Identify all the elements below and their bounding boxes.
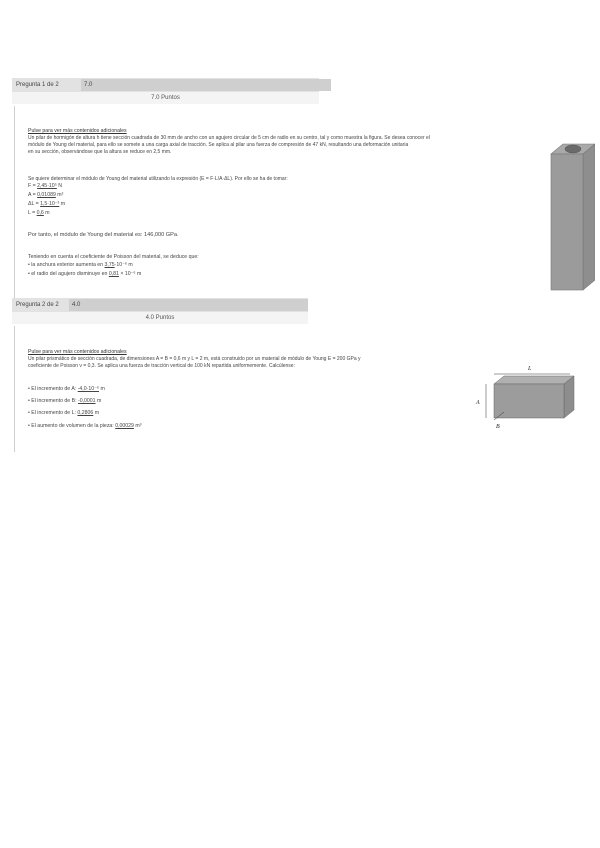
figure-label-L: L	[528, 366, 532, 372]
figure-label-B: B	[496, 424, 500, 430]
answer-input[interactable]: 0,2806	[77, 410, 94, 416]
value-input[interactable]: 1,5·10⁻³	[40, 201, 60, 207]
question-1-left-rule	[14, 106, 15, 300]
answer-text: • El incremento de B:	[28, 398, 78, 404]
value-input[interactable]: 0,6	[36, 210, 44, 216]
bullet-text: • el radio del agujero disminuye en	[28, 271, 109, 277]
answer-unit: m	[99, 386, 105, 392]
question-number: Pregunta 1 de 2	[16, 82, 59, 88]
answer-row-volume	[28, 423, 141, 430]
poisson-intro: Teniendo en cuenta el coeficiente de Poisson del material, se deduce que:	[28, 254, 199, 260]
hollow-pillar-figure	[545, 140, 595, 292]
question-2-left-rule	[14, 326, 15, 452]
bullet-width-increase	[28, 262, 133, 269]
answer-unit: m	[95, 398, 102, 404]
question-2-header	[12, 298, 308, 312]
answer-text: • El incremento de A:	[28, 386, 78, 392]
bullet-text: • la anchura exterior aumenta en	[28, 262, 105, 268]
value-label: A =	[28, 192, 38, 198]
value-row-L	[28, 210, 50, 217]
value-input[interactable]: 2,45·10⁵	[37, 183, 57, 189]
additional-content-link[interactable]: Pulse para ver más contenidos adicionales	[28, 349, 127, 355]
value-unit: m²	[55, 192, 64, 198]
statement-line-2: coeficiente de Poisson ν = 0,3. Se aplica una fuerza de tracción vertical de 100 kN repartida uniformemente. Calcúlense:	[28, 363, 295, 369]
points-bar: 4.0 Puntos	[12, 312, 308, 324]
answer-unit: ·10⁻⁶ m	[114, 262, 133, 268]
value-unit: m	[59, 201, 66, 207]
value-input[interactable]: 0,01089	[37, 192, 56, 198]
value-label: L =	[28, 210, 37, 216]
value-row-A	[28, 192, 63, 199]
conclusion-text: Por tanto, el módulo de Young del material es: 146,000 GPa.	[28, 232, 179, 238]
value-row-F	[28, 183, 62, 190]
question-1-header	[12, 78, 319, 92]
statement-line-2: módulo de Young del material, para ello se somete a una carga axial de tracción. Se aplica al pilar una fuerza de compresión de 47 kN, resultando una deformación unitaria	[28, 142, 409, 148]
statement-line-1: Un pilar de hormigón de altura h tiene sección cuadrada de 30 mm de ancho con un agujero circular de 5 cm de radio en su centro, tal y como muestra la figura. Se desea conocer el	[28, 135, 430, 141]
figure-label-A: A	[476, 400, 480, 406]
answer-input[interactable]: 0,81	[108, 271, 119, 277]
answer-row-A	[28, 386, 105, 393]
value-unit: N	[56, 183, 63, 189]
statement-line-1: Un pilar prismático de sección cuadrada, de dimensiones A = B = 0,6 m y L = 2 m, está construido por un material de módulo de Young E = 200 GPa y	[28, 356, 361, 362]
answer-input[interactable]: -4,0·10⁻⁶	[77, 386, 99, 392]
answer-unit: m³	[133, 423, 142, 429]
value-label: F =	[28, 183, 38, 189]
answer-input[interactable]: 3,75	[104, 262, 115, 268]
value-unit: m	[43, 210, 50, 216]
prism-figure	[470, 362, 582, 430]
answer-input[interactable]: 0,00029	[115, 423, 134, 429]
points-bar: 7.0 Puntos	[12, 92, 319, 104]
answer-row-B	[28, 398, 101, 405]
bullet-radius-decrease	[28, 271, 141, 278]
answer-text: • El incremento de L:	[28, 410, 78, 416]
answer-unit: m	[93, 410, 100, 416]
answer-text: • El aumento de volumen de la pieza:	[28, 423, 116, 429]
answer-row-L	[28, 410, 99, 417]
score-field[interactable]: 7.0	[81, 79, 331, 91]
intro-text: Se quiere determinar el módulo de Young del material utilizando la expresión (E = F·L/A·ΔL). Por ello se ha de tomar:	[28, 176, 288, 182]
question-number: Pregunta 2 de 2	[16, 302, 59, 308]
additional-content-link[interactable]: Pulse para ver más contenidos adicionales	[28, 128, 127, 134]
score-field[interactable]: 4.0	[69, 299, 308, 311]
answer-input[interactable]: -0,0001	[77, 398, 96, 404]
value-row-dL	[28, 201, 65, 208]
value-label: ΔL =	[28, 201, 41, 207]
statement-line-3: en su sección, observándose que la altura se reduce en 2,5 mm.	[28, 149, 172, 155]
answer-unit: × 10⁻⁶ m	[118, 271, 142, 277]
